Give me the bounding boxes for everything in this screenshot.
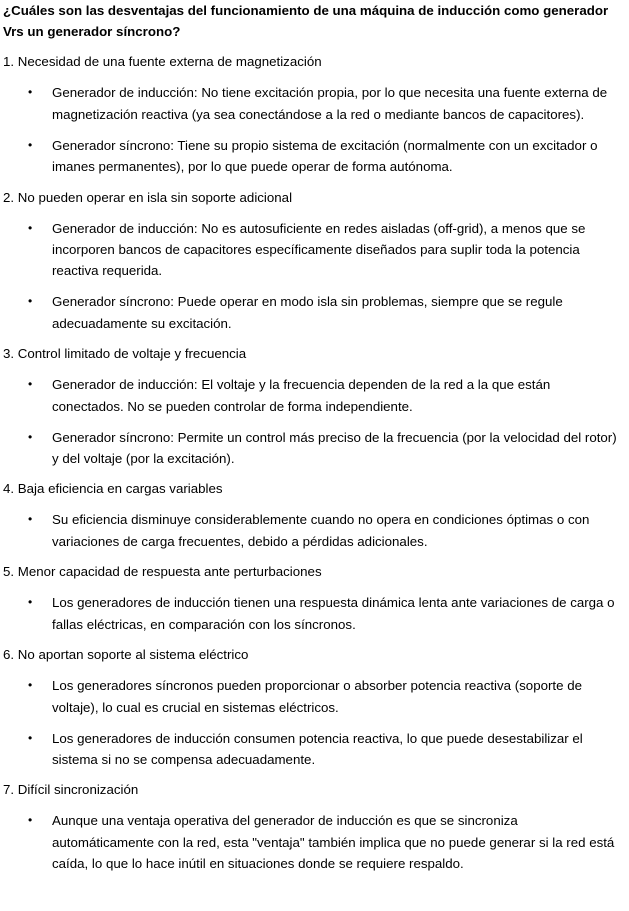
document-title: ¿Cuáles son las desventajas del funcionamiento de una máquina de inducción como generador Vrs un generador síncrono? [3,3,609,40]
section-heading: 7. Difícil sincronización [3,782,139,798]
bullet-icon: • [28,678,33,693]
bullet-list [3,810,623,874]
list-item-text: Generador de inducción: No tiene excitación propia, por lo que necesita una fuente externa de magnetización reactiva (ya sea conectándose a la red o mediante bancos de capacitores). [52,85,608,122]
list-item [3,82,623,125]
list-item [3,675,623,718]
list-item-text: Generador de inducción: El voltaje y la frecuencia dependen de la red a la que están conectados. No se pueden controlar de forma independiente. [52,377,551,414]
list-item-text: Los generadores de inducción tienen una respuesta dinámica lenta ante variaciones de carga o fallas eléctricas, en comparación con los síncronos. [52,595,615,632]
list-item [3,810,623,874]
section-heading: 3. Control limitado de voltaje y frecuencia [3,346,247,362]
bullet-icon: • [28,85,33,100]
list-item [3,509,623,552]
bullet-list [3,675,623,770]
list-item-text: Generador síncrono: Puede operar en modo isla sin problemas, siempre que se regule adecuadamente su excitación. [52,294,563,331]
list-item [3,374,623,417]
bullet-icon: • [28,595,33,610]
list-item [3,427,623,470]
bullet-list [3,509,623,552]
section-heading: 4. Baja eficiencia en cargas variables [3,481,223,497]
list-item [3,135,623,178]
list-item-text: Generador síncrono: Permite un control más preciso de la frecuencia (por la velocidad del rotor) y del voltaje (por la excitación). [52,429,617,467]
bullet-list [3,374,623,469]
bullet-icon: • [28,137,33,152]
section-heading: 6. No aportan soporte al sistema eléctrico [3,647,249,663]
bullet-icon: • [28,220,33,235]
list-item-text: Aunque una ventaja operativa del generador de inducción es que se sincroniza automáticamente con la red, esta "ventaja" también implica que no puede generar si la red está caída, lo que lo hace inútil en situaciones donde se requiere respaldo. [52,813,615,872]
list-item [3,291,623,334]
bullet-list [3,82,623,177]
list-item [3,592,623,635]
list-item [3,218,623,282]
list-item-text: Los generadores síncronos pueden proporcionar o absorber potencia reactiva (soporte de voltaje), lo cual es crucial en sistemas eléctricos. [52,678,582,715]
sections-container [3,51,623,874]
section-heading: 2. No pueden operar en isla sin soporte adicional [3,189,293,205]
list-item-text: Generador de inducción: No es autosuficiente en redes aisladas (off-grid), a menos que se incorporen bancos de capacitores específicamente diseñados para suplir toda la potencia reactiva requerida. [52,220,586,279]
bullet-icon: • [28,429,33,444]
section-heading: 5. Menor capacidad de respuesta ante perturbaciones [3,564,322,580]
bullet-icon: • [28,730,33,745]
list-item-text: Los generadores de inducción consumen potencia reactiva, lo que puede desestabilizar el sistema si no se compensa adecuadamente. [52,730,583,767]
section-heading: 1. Necesidad de una fuente externa de magnetización [3,54,322,70]
list-item [3,728,623,771]
list-item-text: Generador síncrono: Tiene su propio sistema de excitación (normalmente con un excitador o imanes permanentes), por lo que puede operar de forma autónoma. [52,137,598,175]
bullet-icon: • [28,813,33,828]
bullet-icon: • [28,377,33,392]
bullet-icon: • [28,512,33,527]
list-item-text: Su eficiencia disminuye considerablemente cuando no opera en condiciones óptimas o con variaciones de carga frecuentes, debido a pérdidas adicionales. [52,512,590,549]
bullet-icon: • [28,294,33,309]
bullet-list [3,592,623,635]
bullet-list [3,218,623,335]
